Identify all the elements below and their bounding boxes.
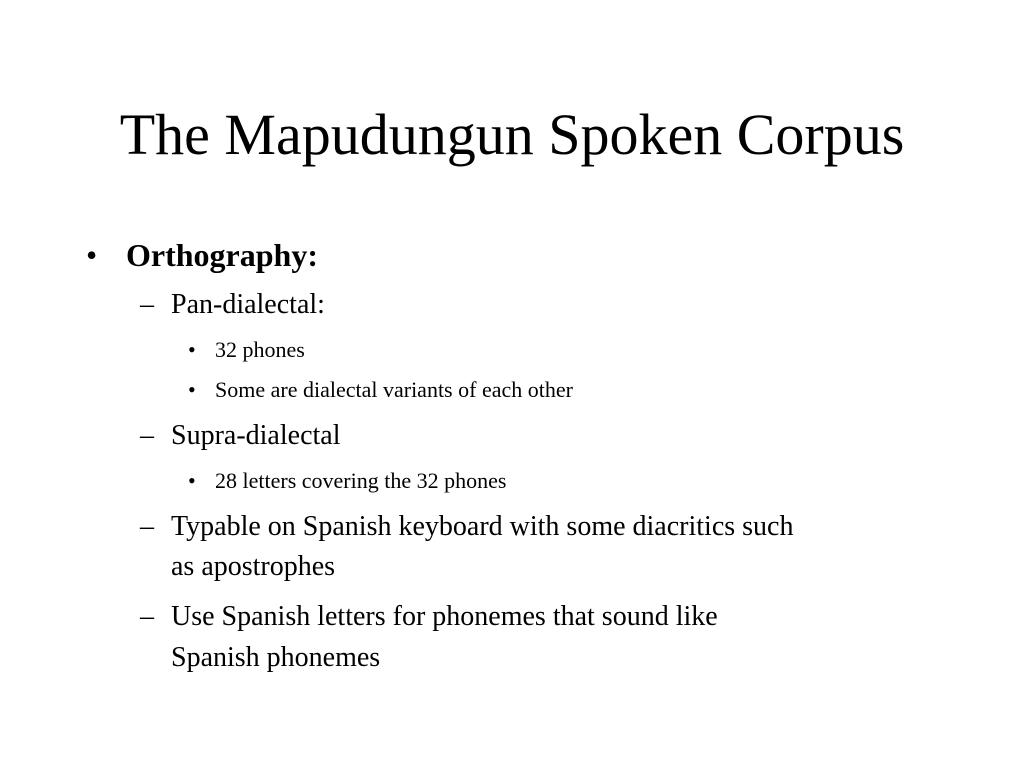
dash-marker: – — [140, 511, 154, 542]
bullet-28-letters: 28 letters covering the 32 phones — [215, 468, 507, 493]
bullet-typable-line1: Typable on Spanish keyboard with some diacritics such — [171, 511, 794, 542]
dash-marker: – — [140, 601, 154, 632]
bullet-pan-dialectal: Pan-dialectal: — [171, 289, 325, 320]
bullet-orthography: Orthography: — [126, 237, 318, 273]
bullet-spanish-letters-line2: Spanish phonemes — [171, 642, 381, 673]
dash-marker: – — [140, 289, 154, 320]
bullet-marker-small: • — [188, 468, 196, 493]
bullet-spanish-letters-line1: Use Spanish letters for phonemes that sound like — [171, 601, 718, 632]
bullet-supra-dialectal: Supra-dialectal — [171, 420, 341, 451]
bullet-marker-small: • — [188, 377, 196, 402]
dash-marker: – — [140, 420, 154, 451]
bullet-typable-line2: as apostrophes — [171, 551, 336, 582]
bullet-dialectal-variants: Some are dialectal variants of each other — [215, 377, 573, 402]
bullet-32-phones: 32 phones — [215, 337, 305, 362]
slide-title: The Mapudungun Spoken Corpus — [119, 102, 905, 167]
bullet-marker: • — [86, 237, 98, 273]
bullet-marker-small: • — [188, 337, 196, 362]
